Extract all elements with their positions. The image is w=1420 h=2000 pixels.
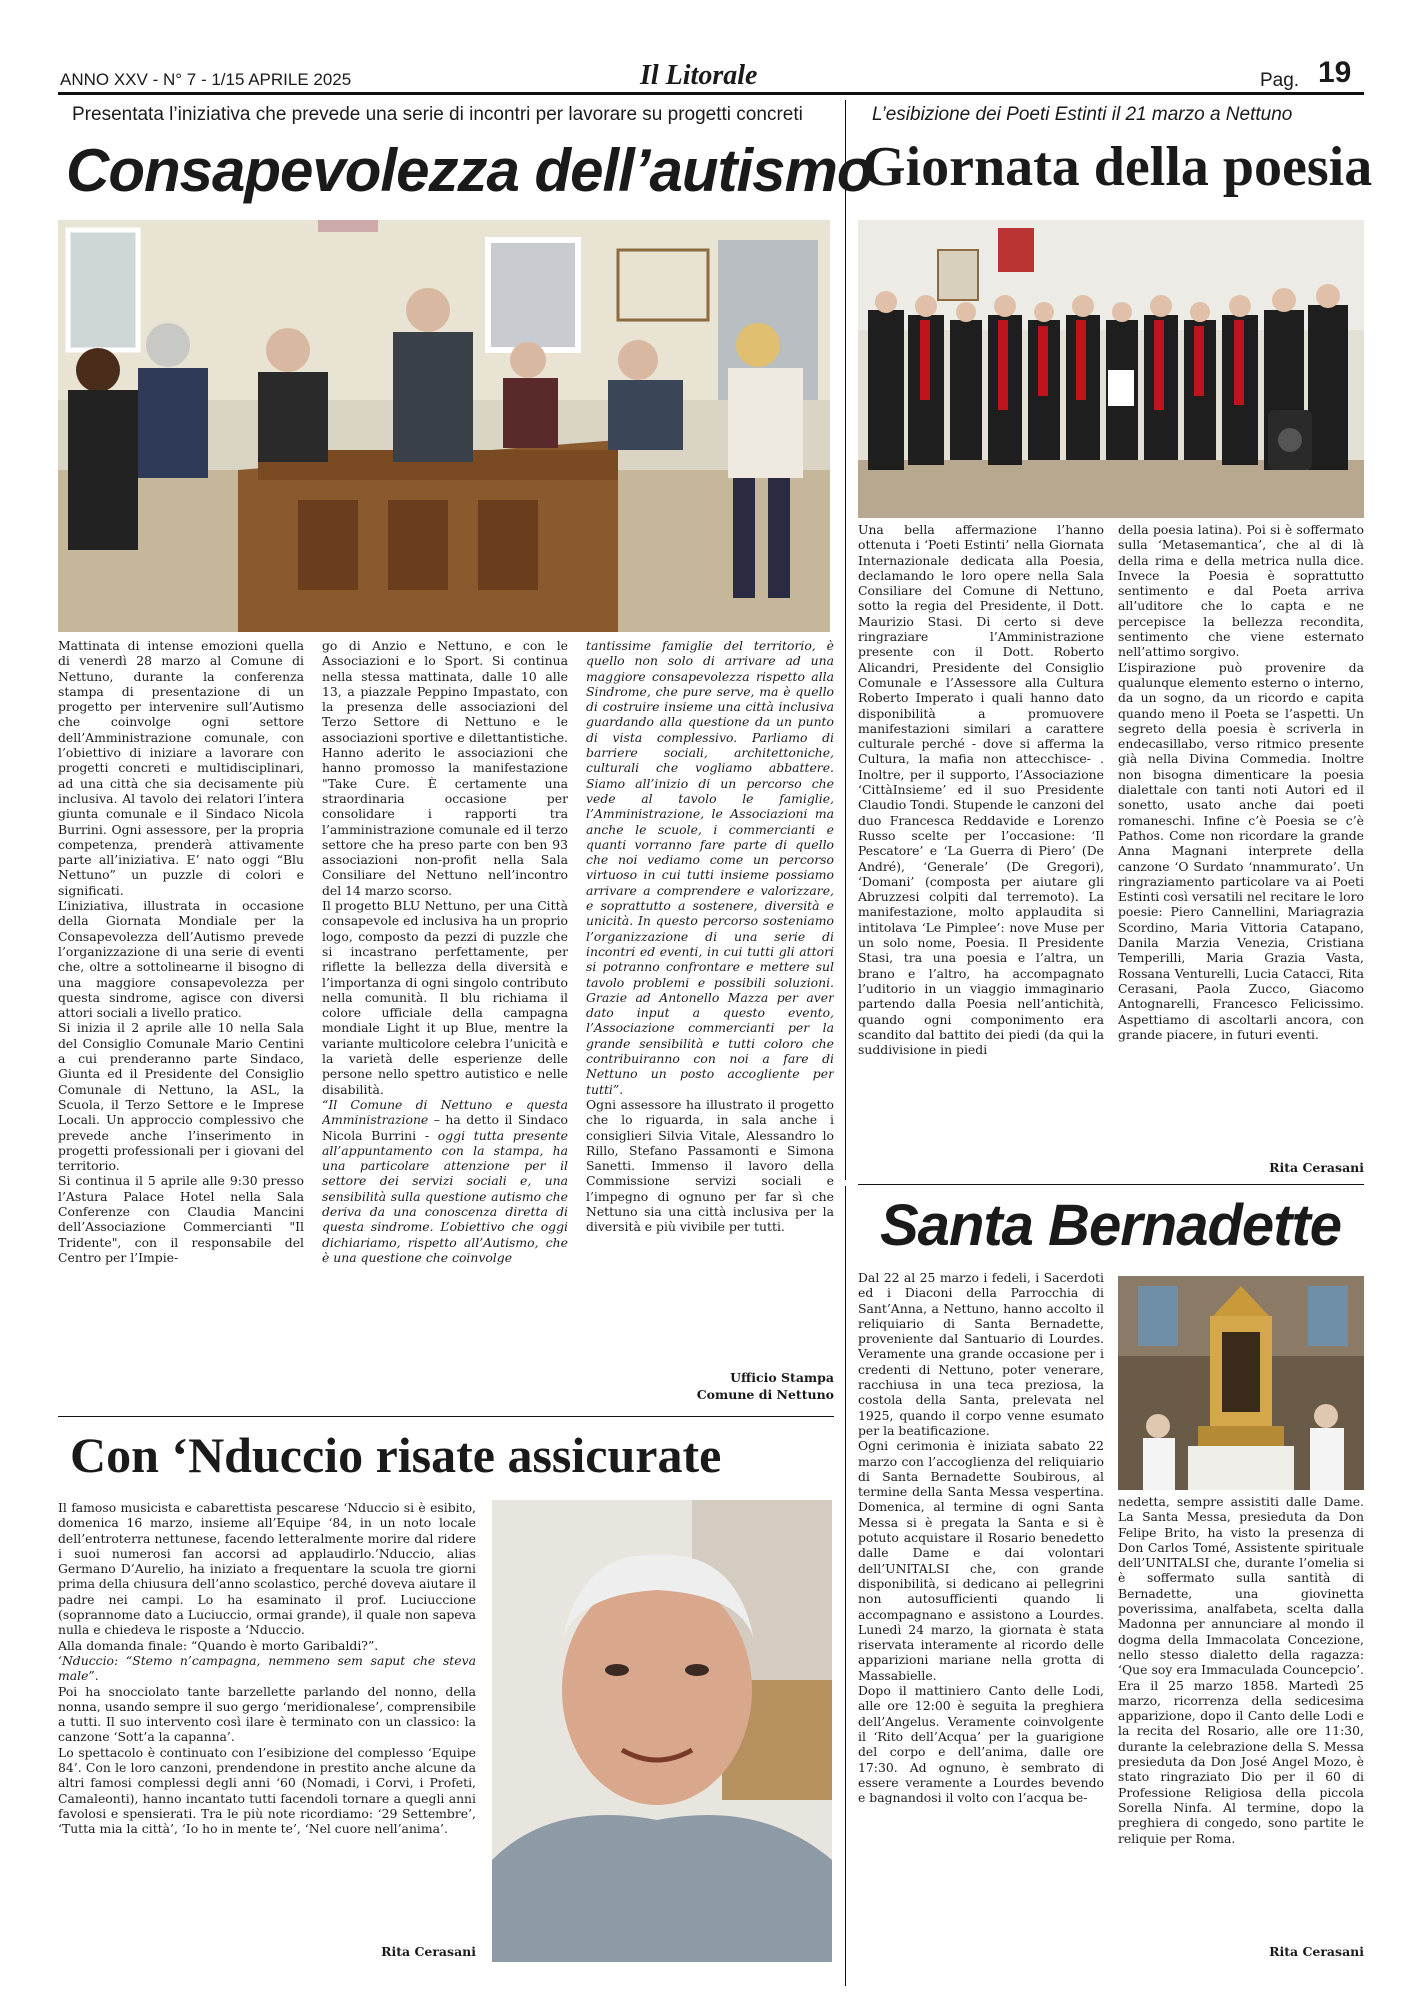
bernadette-column-1 xyxy=(858,1270,1104,1960)
autismo-quote-part-c: oggi tutta presente all’appuntamento con la stampa, ha una particolare attenzione per il settore dei servizi sociali e, una sensibilità sulla questione autismo che deriva da una conoscenza diretta di questa sindrome. L’obiettivo che oggi dichiariamo, rispetto all’Autismo, che è una questione che coinvolge xyxy=(322,1127,568,1265)
column-divider-bottom xyxy=(845,1186,846,1986)
autismo-col3-p2: Ogni assessore ha illustrato il progetto che lo riguarda, in sala anche i consiglieri Silvia Vitale, Alessandro lo Rillo, Stefano Passamonti e Simona Sanetti. Immenso il lavoro della Commissione servizi sociali e l’impegno di ognuno per far sì che Nettuno sia una città inclusiva per la diversità e più vivibile per tutti. xyxy=(586,1096,834,1235)
masthead-rule xyxy=(58,92,1364,95)
poesia-column-2 xyxy=(1118,522,1364,1172)
bernadette-photo xyxy=(1118,1276,1364,1490)
nduccio-top-rule xyxy=(58,1416,834,1417)
poesia-col2-p2: L’ispirazione può provenire da qualunque elemento esterno o interno, da un sogno, da un ricordo e capita quando meno il Poeta se l’aspetti. Un segreto della poesia è scriverla in endecasillabo, verso ritmico presente già nella Divina Commedia. Inoltre non bisogna dimenticare la poesia dialettale con tanti noti Autori ed il sonetto, usato anche dai poeti romaneschi. Infine c’è Poesia se c’è Pathos. Come non ricordare la grande Anna Magnani interprete della canzone ‘O Surdato ‘nnammurato’. Un ringraziamento particolare va ai Poeti Estinti così versatili nel recitare le loro poesie: Piero Cannellini, Mariagrazia Scordino, Maria Vittoria Catapano, Danila Marzia Venezia, Cristiana Temperilli, Maria Grazia Vasta, Rossana Venturelli, Lucia Catacci, Rita Cerasani, Paola Zucco, Giacomo Antognarelli, Francesco Felicissimo. Aspettiamo di ascoltarli ancora, con grande piacere, in futuri eventi. xyxy=(1118,659,1364,1042)
poesia-photo xyxy=(858,220,1364,518)
autismo-col3-quote: tantissime famiglie del territorio, è quello non solo di arrivare ad una maggiore consapevolezza rispetto alla Sindrome, che pure serve, ma è quello di costruire insieme una città inclusiva guardando alla questione da un punto di vista complessivo. Parliamo di barriere sociali, architettoniche, culturali che vogliamo abbattere. Siamo all’inizio di un percorso che vede al tavolo le famiglie, l’Amministrazione, le Associazioni ma anche le scuole, i commercianti e quanti vorranno fare parte di quello che noi vediamo come un percorso virtuoso in cui tutti insieme possiamo arrivare a comprendere e valorizzare, e soprattutto a sostenere, diversità e unicità. In questo percorso sosteniamo l’organizzazione di una serie di incontri ed eventi, in cui tutti gli attori si potranno confrontare e mettere sul tavolo problemi e possibili soluzioni. Grazie ad Antonello Mazza per aver dato input a questo evento, l’Associazione commercianti per la grande sensibilità e tutti coloro che contribuiranno con noi a fare di Nettuno un posto accogliente per tutti”. xyxy=(586,638,834,1097)
nduccio-p5: Lo spettacolo è continuato con l’esibizione del complesso ‘Equipe 84’. Con le loro canzoni, prendendone in prestito anche alcune da altri famosi complessi degli anni ‘60 (Nomadi, i Corvi, i Profeti, Camaleonti), hanno incantato tutti facendoli tornare a quegli anni favolosi e spensierati. Tra le più note ricordiamo: ‘29 Settembre’, ‘Tutta mia la città’, ‘Io ho in mente te’, ‘Nel cuore nell’anima’. xyxy=(58,1744,476,1837)
newspaper-logo: Il Litorale xyxy=(640,60,758,91)
autismo-column-1 xyxy=(58,638,304,1408)
nduccio-p4: Poi ha snocciolato tante barzellette parlando del nonno, della nonna, usando sempre il suo gergo ‘meridionalese’, comprensibile a tutti. Il suo intervento così ilare è terminato con un classico: la canzone ‘Sott’a la capanna’. xyxy=(58,1683,476,1745)
poesia-title: Giornata della poesia xyxy=(862,136,1373,198)
poesia-signature: Rita Cerasani xyxy=(1269,1160,1364,1175)
autismo-col1-p2: L’iniziativa, illustrata in occasione della Giornata Mondiale per la Consapevolezza dell’Autismo prevede l’organizzazione di una serie di eventi che, oltre a sottolinearne il bisogno di una maggiore consapevolezza per questa sindrome, agisce con diversi attori sociali a livello pratico. xyxy=(58,898,304,1021)
nduccio-signature: Rita Cerasani xyxy=(381,1944,476,1959)
nduccio-p3: ‘Nduccio: “Stemo n’campagna, nemmeno sem saput che steva male”. xyxy=(58,1652,476,1684)
nduccio-photo xyxy=(492,1500,832,1962)
autismo-col1-p4: Si continua il 5 aprile alle 9:30 presso l’Astura Palace Hotel nella Sala Conferenze con Claudia Mancini dell’Associazione Commercianti "Il Tridente", con il responsabile del Centro per l’Impie- xyxy=(58,1173,304,1265)
autismo-column-2 xyxy=(322,638,568,1408)
nduccio-p2: Alla domanda finale: “Quando è morto Garibaldi?”. xyxy=(58,1637,379,1653)
bernadette-column-2: nedetta, sempre assistiti dalle Dame. La Santa Messa, presieduta da Don Felipe Brito, ha visto la presenza di Don Carlos Tomé, Assistente spirituale dell’UNITALSI che, durante l’omelia si è soffermato sulla santità di Bernadette, una giovinetta poverissima, analfabeta, scelta dalla Madonna per annunciare al mondo il dogma della Immacolata Concezione, nello stesso dialetto della ragazza: ‘Que soy era Immaculada Councepcio’. Era il 25 marzo 1858. Martedì 25 marzo, ricorrenza della sedicesima apparizione, dopo il Canto delle Lodi e la recita del Rosario, alle ore 11:30, durante la celebrazione della S. Messa presieduta da Don José Angel Mozo, è stato ringraziato Dio per il 60 di Professione Religiosa della piccola Sorella Ninfa. Al termine, dopo la preghiera di congedo, sono partite le reliquie per Roma. xyxy=(1118,1494,1364,1846)
autismo-kicker: Presentata l’iniziativa che prevede una serie di incontri per lavorare su progetti concreti xyxy=(72,104,803,125)
autismo-col2-p2: Il progetto BLU Nettuno, per una Città consapevole ed inclusiva ha un proprio logo, composto da pezzi di puzzle che si incastrano perfettamente, per riflette la bellezza della diversità e l’importanza di ogni singolo contributo nella comunità. Il blu richiama il colore ufficiale della campagna mondiale Light it up Blue, mentre la variante multicolore celebra l’unicità e la varietà delle esperienze delle persone nello spettro autistico e nelle disabilità. xyxy=(322,898,568,1097)
autismo-col2-quote xyxy=(322,1097,568,1265)
issue-info: ANNO XXV - N° 7 - 1/15 APRILE 2025 xyxy=(60,70,352,89)
autismo-quote-part-b: – ha detto il Sindaco Nicola Burrini - xyxy=(322,1112,568,1143)
autismo-column-3 xyxy=(586,638,834,1378)
bernadette-top-rule xyxy=(858,1184,1364,1185)
autismo-title: Consapevolezza dell’autismo xyxy=(66,137,873,204)
nduccio-text xyxy=(58,1500,476,1938)
nduccio-p1: Il famoso musicista e cabarettista pescarese ‘Nduccio si è esibito, domenica 16 marzo, insieme all’Equipe ‘84, in un noto locale dell’entroterra nettunese, facendo letteralmente morire dal ridere i suoi numerosi fan accorsi ad applaudirlo.’Nduccio, alias Germano D’Aurelio, ha iniziato a frequentare la scuola tre giorni prima della chiusura dell’anno scolastico, perché doveva aiutare il padre nei campi. Lo ha esaminato il prof. Luciuccione (soprannome dato a Luciuccio, ormai grande), il quale non sapeva nulla e chiedeva le risposte a ‘Nduccio. xyxy=(58,1500,476,1638)
bernadette-col1-p2: Ogni cerimonia è iniziata sabato 22 marzo con l’accoglienza del reliquiario di Santa Bernadette Soubirous, al termine della Santa Messa vespertina. Domenica, al termine di ogni Santa Messa si è pregata la Santa e si è potuto acquistare il Rosario benedetto dalle Dame e dai volontari dell’UNITALSI che, con grande disponibilità, si dedicano ai pellegrini non autosufficienti quando li accompagnano e assistono a Lourdes. Lunedì 24 marzo, la giornata è stata riservata interamente al ricordo delle apparizioni mariane nella grotta di Massabielle. xyxy=(858,1438,1104,1683)
poesia-kicker: L’esibizione dei Poeti Estinti il 21 marzo a Nettuno xyxy=(872,104,1293,125)
autismo-col1-p3: Si inizia il 2 aprile alle 10 nella Sala del Consiglio Comunale Mario Centini a cui prenderanno parte Sindaco, Giunta ed il Presidente del Consiglio Comunale di Nettuno, la ASL, la Scuola, il Terzo Settore e le Imprese Locali. Un approccio complessivo che prevede anche l’inserimento in progetti professionali per i giovani del territorio. xyxy=(58,1020,304,1174)
autismo-signature-2: Comune di Nettuno xyxy=(696,1387,834,1402)
nduccio-title: Con ‘Nduccio risate assicurate xyxy=(70,1427,722,1483)
bernadette-title: Santa Bernadette xyxy=(880,1193,1342,1258)
autismo-quote-part-a: “Il Comune di Nettuno e questa Amministrazione xyxy=(322,1096,568,1128)
autismo-signature-1: Ufficio Stampa xyxy=(730,1370,834,1385)
poesia-column-1: Una bella affermazione l’hanno ottenuta i ‘Poeti Estinti’ nella Giornata Internazionale dedicata alla Poesia, declamando le loro opere nella Sala Consiliare del Comune di Nettuno, sotto la regia del Presidente, il Dott. Maurizio Stasi. Di certo si deve ringraziare l’Amministrazione presente con il Dott. Roberto Alicandri, Presidente del Consiglio Comunale e l’Assessore alla Cultura Roberto Imperato i quali hanno dato disponibilità a promuovere manifestazioni similari a carattere culturale perché - dove si afferma la Cultura, la mafia non attecchisce- . Inoltre, per il supporto, l’Associazione ‘CittàInsieme’ ed il suo Presidente Claudio Tondi. Stupende le canzoni del duo Francesca Reddavide e Lorenzo Russo scelte per l’occasione: ‘Il Pescatore’ e ‘La Guerra di Piero’ (De André), ‘Generale’ (De Gregori), ‘Domani’ (composta per aiutare gli Abruzzesi colpiti dal terremoto). La manifestazione, molto applaudita si intitolava ‘Le Pimplee’: nove Muse per un solo nome, Poesia. Il Presidente Stasi, tra una poesia e l’altra, un brano e l’altro, ha accompagnato l’uditorio in un viaggio immaginario partendo dalla Poesia nell’antichità, quando ogni componimento era scandito dal battito dei piedi (da qui la suddivisione in piedi xyxy=(858,522,1104,1058)
bernadette-col1-p3: Dopo il mattiniero Canto delle Lodi, alle ore 12:00 è seguita la preghiera dell’Angelus. Veramente coinvolgente il ‘Rito dell’Acqua’ per la guarigione del corpo e dell’anima, dalle ore 17:30. Ad ognuno, è sembrato di essere veramente a Lourdes bevendo e bagnandosi il volto con l’acqua be- xyxy=(858,1683,1104,1806)
autismo-col1-p1: Mattinata di intense emozioni quella di venerdì 28 marzo al Comune di Nettuno, durante la conferenza stampa di presentazione di un progetto per intervenire sull’Autismo che coinvolge ogni settore dell’Amministrazione comunale, con l’obiettivo di iniziare a lavorare con progetti concreti e multidisciplinari, ad una città che sia decisamente più inclusiva. Al tavolo dei relatori l’intera giunta comunale e il Sindaco Nicola Burrini. Ogni assessore, per la propria competenza, prenderà attivamente parte all’iniziativa. E’ nato oggi “Blu Nettuno” un puzzle di colori e significati. xyxy=(58,638,304,898)
page-number: 19 xyxy=(1318,56,1352,89)
bernadette-col1-p1: Dal 22 al 25 marzo i fedeli, i Sacerdoti ed i Diaconi della Parrocchia di Sant’Anna, a Nettuno, hanno accolto il reliquiario di Santa Bernadette, proveniente dal Santuario di Lourdes. Veramente una grande occasione per i credenti di Nettuno, poter venerare, racchiusa in una teca preziosa, la costola della Santa, prelevata nel 1925, quando il corpo venne esumato per la beatificazione. xyxy=(858,1270,1104,1438)
autismo-col2-p1: go di Anzio e Nettuno, e con le Associazioni e lo Sport. Si continua nella stessa mattinata, dalle 10 alle 13, a piazzale Peppino Impastato, con la presenza delle associazioni del Terzo Settore di Nettuno e le associazioni sportive e dilettantistiche. Hanno aderito le associazioni che hanno promosso la manifestazione "Take Cure. È certamente una straordinaria occasione per consolidare i rapporti tra l’amministrazione comunale ed il terzo settore che ha preso parte con ben 93 associazioni non-profit nella Sala Consiliare del Nettuno nell’incontro del 14 marzo scorso. xyxy=(322,638,568,898)
poesia-col2-p1: della poesia latina). Poi si è soffermato sulla ‘Metasemantica’, che al di là della rima e della metrica nulla dice. Invece la Poesia è soprattutto sentimento e dal Poeta arriva all’uditore che lo capta e ne percepisce la bellezza recondita, sentimento che viene esternato nell’attimo sorgivo. xyxy=(1118,522,1364,660)
column-divider xyxy=(845,100,846,1180)
autismo-photo xyxy=(58,220,830,632)
page-label: Pag. xyxy=(1260,70,1300,91)
bernadette-signature: Rita Cerasani xyxy=(1269,1944,1364,1959)
